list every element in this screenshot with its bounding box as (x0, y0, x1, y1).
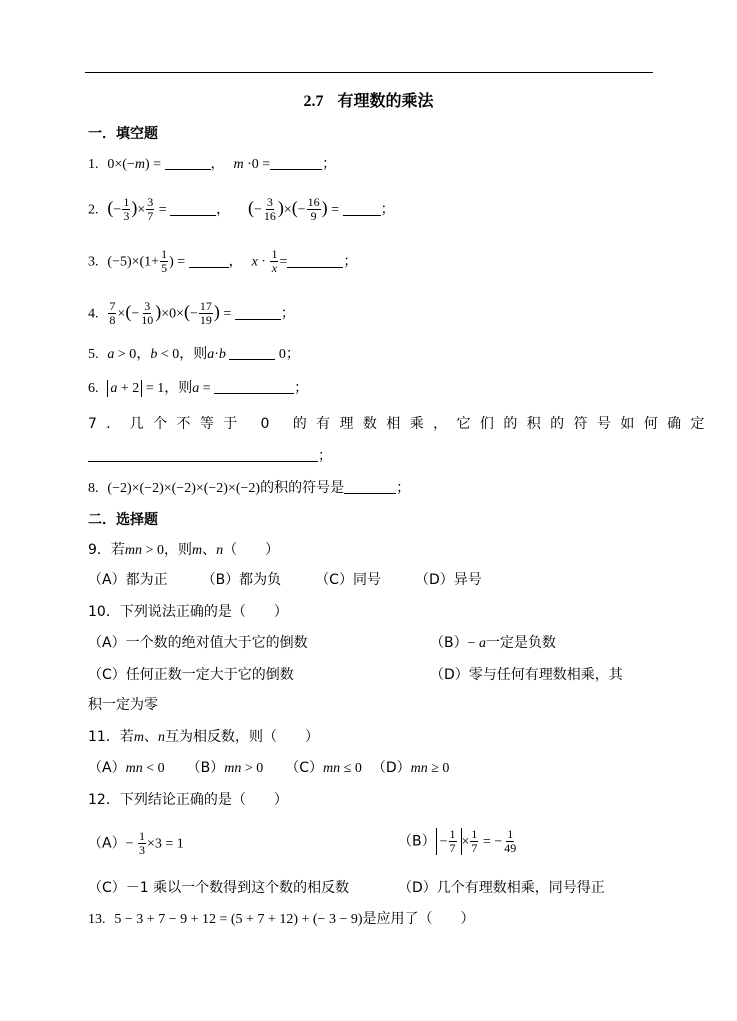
question-2: 2. (− $\frac{1}{3}$ )× $\frac{3}{7}$ = ， (− $\frac{3}{16}$ )×(− $\frac{16}{9}$ ) = ； (88, 195, 395, 223)
option-c[interactable]: （C）mn ≤ 0 (285, 760, 362, 776)
question-10: 10．下列说法正确的是（ ） (88, 604, 288, 620)
answer-blank[interactable] (88, 447, 318, 462)
answer-blank[interactable] (343, 201, 381, 216)
page-title (0, 88, 737, 111)
question-10-option-c[interactable]: （C）任何正数一定大于它的倒数 (88, 667, 294, 683)
option-b[interactable]: （B）mn > 0 (186, 760, 264, 776)
question-10-option-b[interactable]: （B）− a一定是负数 (430, 635, 557, 651)
answer-blank[interactable] (229, 345, 275, 360)
title-number: 2.7 (303, 93, 324, 110)
header-rule (85, 72, 653, 73)
title-text: 有理数的乘法 (337, 91, 434, 110)
question-13: 13. 5 − 3 + 7 − 9 + 12 = (5 + 7 + 12) + (− 3 − 9)是应用了（ ） (88, 911, 475, 927)
question-7-answer-line: ； (88, 446, 332, 466)
question-10-option-a[interactable]: （A）一个数的绝对值大于它的倒数 (88, 635, 308, 651)
question-1: 1. 0×(−m) = ， m ·0 = ； (88, 156, 337, 172)
answer-blank[interactable] (165, 155, 211, 170)
question-3: 3. (−5)×(1+ $\frac{1}{5}$ ) = ， x · $\frac{1}{x}$ = ； (88, 247, 358, 275)
question-12: 12．下列结论正确的是（ ） (88, 792, 288, 808)
question-4: 4. $\frac{7}{8}$ ×(− $\frac{3}{10}$ )×0×(− $\frac{17}{19}$ ) = ； (88, 299, 295, 327)
section-multiple-choice: 二．选择题 (88, 512, 158, 528)
question-5: 5. a > 0，b < 0，则a·b 0； (88, 346, 300, 362)
option-a[interactable]: （A）都为正 (88, 572, 168, 588)
question-10-option-d[interactable]: （D）零与任何有理数相乘，其 (430, 667, 623, 683)
answer-blank[interactable] (287, 253, 343, 268)
question-10-option-d-cont: 积一定为零 (88, 697, 158, 713)
question-12-option-c[interactable]: （C）－1 乘以一个数得到这个数的相反数 (88, 880, 350, 896)
question-11: 11．若m、n互为相反数，则（ ） (88, 729, 319, 745)
question-11-options (88, 758, 449, 779)
option-d[interactable]: （D）mn ≥ 0 (371, 760, 450, 776)
question-12-option-b[interactable]: （B） − $\frac{1}{7}$ × $\frac{1}{7}$ = − $\frac{1}{49}$ (398, 827, 517, 855)
question-9: 9．若mn > 0，则m、n（ ） (88, 542, 280, 558)
answer-blank[interactable] (189, 253, 229, 268)
section-fill-in: 一．填空题 (88, 126, 158, 142)
answer-blank[interactable] (270, 155, 322, 170)
question-9-options (88, 570, 482, 590)
answer-blank[interactable] (344, 479, 396, 494)
question-12-option-a[interactable]: （A）− $\frac{1}{3}$ ×3 = 1 (88, 829, 184, 857)
answer-blank[interactable] (170, 201, 216, 216)
question-12-option-d[interactable]: （D）几个有理数相乘，同号得正 (398, 880, 605, 896)
option-d[interactable]: （D）异号 (414, 572, 482, 588)
option-c[interactable]: （C）同号 (315, 572, 381, 588)
option-a[interactable]: （A）mn < 0 (88, 760, 165, 776)
question-8: 8. (−2)×(−2)×(−2)×(−2)×(−2)的积的符号是 ； (88, 480, 411, 496)
question-7: 7．几个不等于 0 的有理数相乘，它们的积的符号如何确定 (88, 416, 714, 432)
answer-blank[interactable] (214, 379, 294, 394)
option-b[interactable]: （B）都为负 (201, 572, 282, 588)
answer-blank[interactable] (235, 305, 281, 320)
question-6: 6. a + 2 = 1，则a = ； (88, 380, 309, 396)
